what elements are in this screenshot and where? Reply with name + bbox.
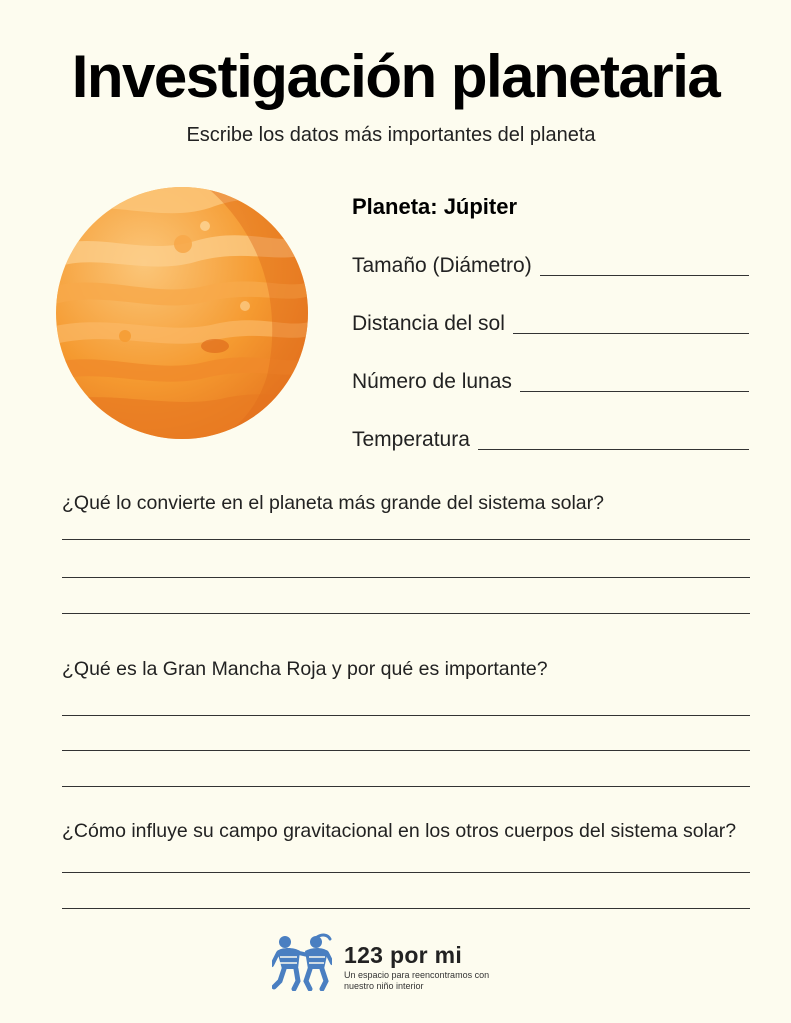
- page-title: Investigación planetaria: [71, 43, 720, 110]
- page-subtitle: Escribe los datos más importantes del planeta: [186, 124, 596, 146]
- question-2: ¿Qué es la Gran Mancha Roja y por qué es importante?: [62, 658, 548, 680]
- field-temperature-label: Temperatura: [352, 428, 470, 451]
- planet-name: Planeta: Júpiter: [352, 194, 518, 219]
- answer-line: [62, 908, 750, 909]
- answer-line: [62, 715, 750, 716]
- field-size-label: Tamaño (Diámetro): [352, 254, 532, 277]
- field-size: [352, 254, 749, 278]
- question-3: ¿Cómo influye su campo gravitacional en los otros cuerpos del sistema solar?: [62, 820, 737, 842]
- field-distance: [352, 312, 749, 336]
- answer-line: [62, 577, 750, 578]
- brand-name: 123 por mi: [344, 942, 463, 968]
- field-temperature: [352, 428, 749, 452]
- field-size-line: [540, 275, 749, 276]
- question-1: ¿Qué lo convierte en el planeta más grande del sistema solar?: [62, 492, 604, 514]
- children-jumping-icon: [272, 933, 332, 991]
- field-moons-line: [520, 391, 749, 392]
- brand-tagline: Un espacio para reencontramos con nuestro niño interior: [344, 970, 490, 991]
- jupiter-illustration-icon: [55, 186, 309, 440]
- field-distance-label: Distancia del sol: [352, 312, 505, 335]
- field-temperature-line: [478, 449, 749, 450]
- answer-line: [62, 539, 750, 540]
- field-distance-line: [513, 333, 749, 334]
- answer-line: [62, 750, 750, 751]
- answer-line: [62, 786, 750, 787]
- answer-line: [62, 872, 750, 873]
- field-moons-label: Número de lunas: [352, 370, 512, 393]
- answer-line: [62, 613, 750, 614]
- field-moons: [352, 370, 749, 394]
